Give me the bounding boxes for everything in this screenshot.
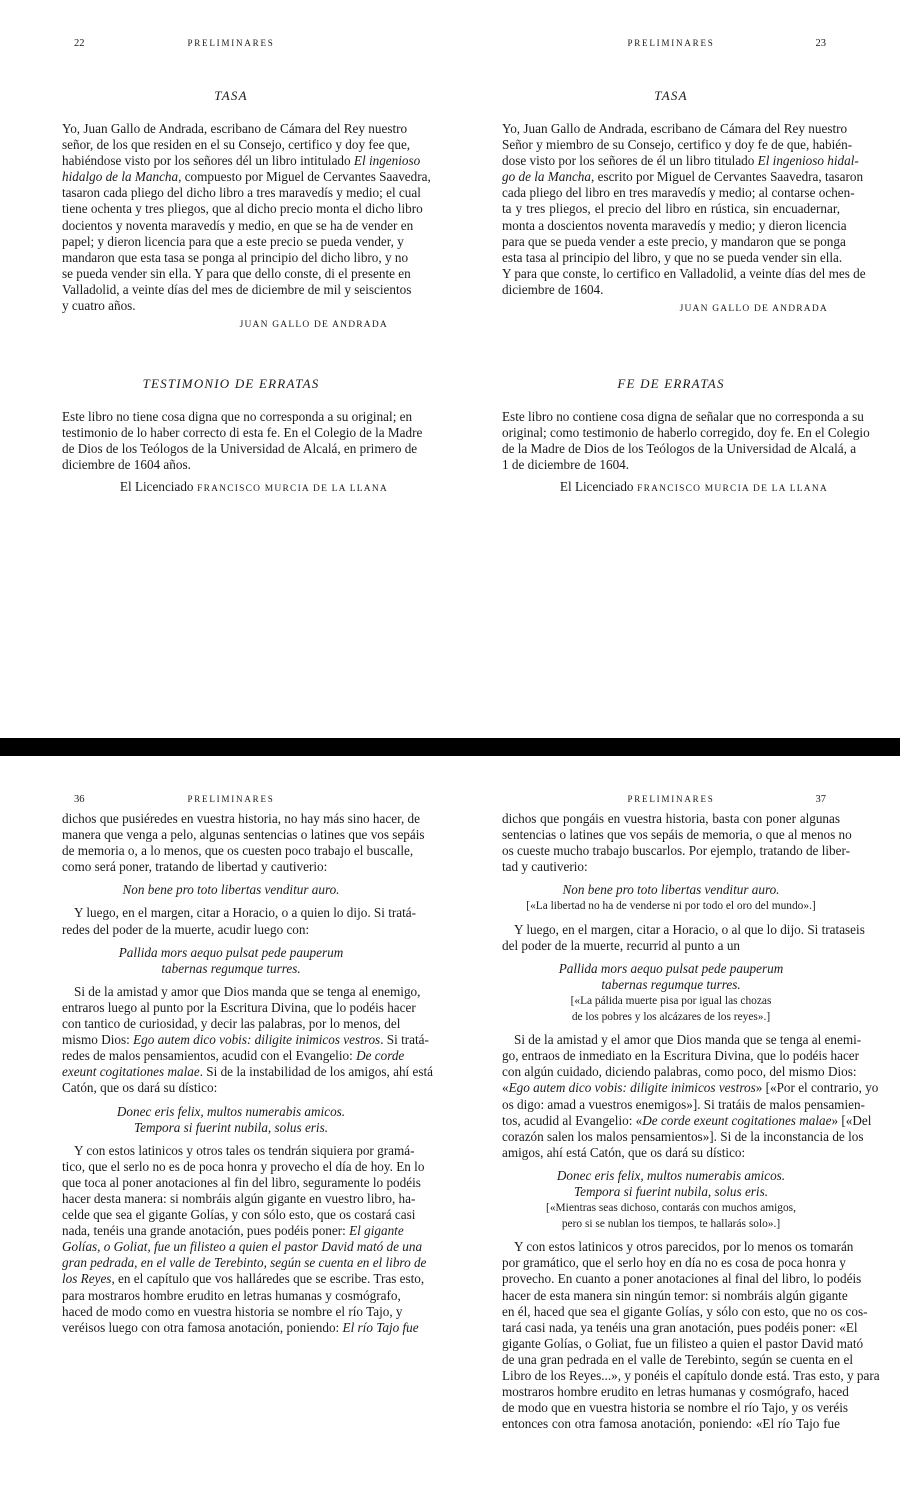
- running-head-title: PRELIMINARES: [627, 38, 715, 48]
- text-line: tad y cautiverio:: [502, 859, 588, 875]
- running-head-title: PRELIMINARES: [187, 794, 275, 804]
- text-line: diciembre de 1604.: [502, 281, 604, 297]
- text-line: esta tasa al principio del libro, y que no se pueda vender sin ella.: [502, 249, 843, 265]
- text-line: «Ego autem dico vobis: diligite inimicos vestros» [«Por el contrario, yo: [502, 1080, 879, 1096]
- text-line: cada pliego del libro en tres maravedís y medio; al contarse ochen-: [502, 185, 855, 201]
- italic-text: El gigante: [349, 1223, 404, 1239]
- verse-line: Pallida mors aequo pulsat pede pauperum: [558, 960, 784, 976]
- text-line: Yo, Juan Gallo de Andrada, escribano de Cámara del Rey nuestro: [502, 121, 848, 136]
- paragraph: [502, 1032, 879, 1161]
- text-line: mandaron que esta tasa se ponga al principio del dicho libro, y no: [62, 249, 409, 265]
- latin-quotation: [502, 961, 840, 1025]
- text-line: de la Madre de Dios de los Teólogos de la Universidad de Alcalá, a: [502, 441, 857, 457]
- text-line: mismo Dios: Ego autem dico vobis: diligite inimicos vestros. Si tratá-: [62, 1032, 429, 1048]
- text-line: como será poner, tratando de libertad y cautiverio:: [62, 859, 328, 875]
- section-tasa: [62, 88, 431, 333]
- text-line: go, entraos de inmediato en la Escritura Divina, que lo podéis hacer: [502, 1048, 860, 1064]
- italic-text: go de la Mancha: [502, 169, 591, 185]
- italic-text: El ingenioso hidal-: [757, 153, 859, 169]
- text-line: de modo que en vuestra historia se nombre el río Tajo, y os veréis: [502, 1400, 849, 1416]
- text-line: Y con estos latinicos y otros parecidos, por lo menos os tomarán: [514, 1239, 854, 1255]
- italic-text: El río Tajo fue: [342, 1319, 419, 1335]
- text-line: Este libro no tiene cosa digna que no corresponda a su original; en: [62, 409, 413, 424]
- italic-text: El ingenioso: [353, 153, 421, 169]
- text-line: tará casi nada, ya tenéis una gran anotación, pues podéis poner: «El: [502, 1319, 858, 1335]
- text-line: [62, 1255, 427, 1271]
- running-head: [62, 794, 400, 806]
- verse-line: Donec eris felix, multos numerabis amicos.: [116, 1103, 346, 1119]
- paragraph: [502, 811, 852, 875]
- text-line: testimonio de lo haber correcto di esta fe. En el Colegio de la Madre: [62, 425, 423, 441]
- text-line: que toca al poner anotaciones al fin del libro, seguramente lo podéis: [62, 1174, 421, 1190]
- page-36: [62, 756, 434, 1494]
- paragraph: [62, 905, 417, 937]
- text-line: gigante Golías, o Goliat, fue un filisteo a quien el pastor David mató: [502, 1335, 864, 1351]
- text-line: Valladolid, a veinte días del mes de diciembre de mil y seiscientos: [62, 281, 412, 297]
- text-line: hacer de esta manera sin ningún temor: si nombráis algún gigante: [502, 1287, 848, 1303]
- translation-line: [«La pálida muerte pisa por igual las chozas: [570, 994, 772, 1007]
- text-line: dichos que pusiéredes en vuestra historia, no hay más sino hacer, de: [62, 811, 420, 826]
- translation-line: [«Mientras seas dichoso, contarás con muchos amigos,: [546, 1202, 796, 1215]
- verse-line: Donec eris felix, multos numerabis amicos.: [556, 1167, 786, 1183]
- text-line: veréisos luego con otra famosa anotación, poniendo: El río Tajo fue: [62, 1319, 419, 1335]
- italic-text: De corde: [356, 1048, 405, 1064]
- latin-quotation: [62, 1104, 400, 1136]
- paragraph: [62, 811, 425, 875]
- text-line: con algún cuidado, diciendo palabras, como poco, del mismo Dios:: [502, 1064, 857, 1080]
- text-line: Y luego, en el margen, citar a Horacio, o a quien lo dijo. Si tratá-: [74, 905, 417, 921]
- page-number: 23: [815, 38, 826, 49]
- paragraph: [62, 409, 423, 473]
- text-line: nada, tenéis una grande anotación, pues podéis poner: El gigante: [62, 1223, 404, 1239]
- section-testimonio-de-erratas: [62, 376, 423, 495]
- text-line: Y luego, en el margen, citar a Horacio, o al que lo dijo. Si trataseis: [514, 921, 865, 937]
- text-line: por gramático, que el serlo hoy en día no es cosa de poca honra y: [502, 1255, 846, 1271]
- text-line: Este libro no contiene cosa digna de señalar que no corresponda a su: [502, 409, 864, 424]
- latin-quotation: [502, 882, 840, 914]
- text-line: Si de la amistad y el amor que Dios manda que se tenga al enemi-: [514, 1032, 862, 1048]
- text-line: [62, 1239, 423, 1255]
- paragraph: [502, 409, 870, 473]
- signature-prefix: El Licenciado: [559, 479, 634, 495]
- signature-name: FRANCISCO MURCIA DE LA LLANA: [637, 484, 828, 495]
- text-line: 1 de diciembre de 1604.: [502, 457, 630, 473]
- text-line: hacer desta manera: si nombráis algún gigante en vuestro libro, ha-: [62, 1190, 416, 1206]
- running-head: [62, 38, 400, 50]
- page-body: [502, 811, 880, 1432]
- text-line: Si de la amistad y amor que Dios manda que se tenga al enemigo,: [74, 983, 421, 999]
- text-line: Yo, Juan Gallo de Andrada, escribano de Cámara del Rey nuestro: [62, 121, 408, 136]
- spread-pages-22-23: [0, 0, 900, 738]
- text-line: entonces con otra famosa anotación, poniendo: «El río Tajo fue: [502, 1416, 840, 1432]
- paragraph: [502, 921, 865, 954]
- text-line: amigos, ahí está Catón, que os dará su dístico:: [502, 1144, 746, 1160]
- text-line: en él, haced que sea el gigante Golías, y sólo con esto, que no os cos-: [502, 1303, 868, 1319]
- text-line: redes de malos pensamientos, acudid con el Evangelio: De corde: [62, 1048, 405, 1064]
- signature-prefix: El Licenciado: [119, 479, 194, 495]
- verse-line: Pallida mors aequo pulsat pede pauperum: [118, 944, 344, 960]
- text-line: los Reyes, en el capítulo que vos halláredes que se escribe. Tras esto,: [62, 1271, 425, 1287]
- text-line: del poder de la muerte, recurrid al punto a un: [502, 937, 741, 953]
- running-head: [502, 794, 840, 806]
- latin-quotation: [502, 1168, 840, 1232]
- verse-line: Non bene pro toto libertas venditur auro.: [122, 882, 340, 898]
- text-line: exeunt cogitationes malae. Si de la instabilidad de los amigos, ahí está: [62, 1064, 434, 1080]
- text-line: original; como testimonio de haberlo corregido, doy fe. En el Colegio: [502, 425, 870, 441]
- text-line: os digo: amad a vuestros enemigos»]. Si tratáis de malos pensamien-: [502, 1096, 865, 1112]
- translation-line: pero si se nublan los tiempos, te hallarás solo».]: [561, 1218, 781, 1231]
- text-line: tiene ochenta y tres pliegos, que al dicho precio monta el dicho libro: [62, 201, 423, 217]
- text-line: sentencias o latines que vos sepáis de memoria, o que al menos no: [502, 827, 852, 843]
- text-line: monta a doscientos noventa maravedís y medio; y dieron licencia: [502, 217, 847, 233]
- signature-name: JUAN GALLO DE ANDRADA: [679, 304, 828, 315]
- text-line: redes del poder de la muerte, acudir luego con:: [62, 921, 310, 937]
- spread-pages-36-37: [0, 756, 900, 1494]
- text-line: y cuatro años.: [62, 298, 136, 314]
- paragraph: [62, 983, 434, 1097]
- translation-line: [«La libertad no ha de venderse ni por todo el oro del mundo».]: [526, 900, 816, 913]
- text-line: os cueste mucho trabajo buscarlos. Por ejemplo, tratando de liber-: [502, 843, 851, 859]
- text-line: con tantico de curiosidad, y decir las palabras, por lo menos, del: [62, 1016, 401, 1032]
- text-line: para que se pueda vender a este precio, y mandaron que se ponga: [502, 233, 846, 249]
- italic-text: gran pedrada, en el valle de Terebinto, según se cuenta en el libro de: [62, 1255, 427, 1271]
- paragraph: [62, 121, 431, 314]
- section-title: TESTIMONIO DE ERRATAS: [142, 376, 320, 391]
- signature: [502, 479, 840, 495]
- verse-line: Non bene pro toto libertas venditur auro.: [562, 882, 780, 898]
- paragraph: [502, 121, 866, 298]
- page-number: 37: [815, 794, 826, 805]
- section-tasa: [502, 88, 866, 317]
- text-line: papel; y dieron licencia para que a este precio se pueda vender, y: [62, 233, 404, 249]
- page-23: [502, 0, 870, 738]
- text-line: señor, de los que residen en el su Consejo, certifico y doy fee que,: [62, 137, 411, 153]
- italic-text: los Reyes: [62, 1271, 112, 1287]
- paragraph: [502, 1239, 880, 1432]
- signature-name: JUAN GALLO DE ANDRADA: [239, 320, 388, 331]
- running-head: [502, 38, 840, 50]
- italic-text: hidalgo de la Mancha: [62, 169, 179, 185]
- italic-text: Golías, o Goliat, fue un filisteo a quien el pastor David mató de una: [62, 1239, 423, 1255]
- page-body: [62, 811, 434, 1336]
- verse-line: tabernas regumque turres.: [601, 976, 741, 992]
- latin-quotation: [62, 882, 400, 898]
- italic-text: De corde exeunt cogitationes malae: [642, 1112, 832, 1128]
- text-line: dichos que pongáis en vuestra historia, basta con poner algunas: [502, 811, 840, 826]
- running-head-title: PRELIMINARES: [187, 38, 275, 48]
- verse-line: Tempora si fuerint nubila, solus eris.: [133, 1119, 329, 1135]
- text-line: Y con estos latinicos y otros tales os tendrán siquiera por gramá-: [74, 1142, 415, 1158]
- page-number: 36: [74, 794, 85, 805]
- text-line: dose visto por los señores de él un libro titulado El ingenioso hidal-: [502, 153, 859, 169]
- text-line: corazón salen los malos pensamientos»]. Si de la inconstancia de los: [502, 1128, 864, 1144]
- page-22: [62, 0, 431, 738]
- text-line: se pueda vender sin ella. Y para que dello conste, di el presente en: [62, 265, 411, 281]
- text-line: para mostraros hombre erudito en letras humanas y cosmógrafo,: [62, 1287, 401, 1303]
- paragraph: [62, 1142, 427, 1336]
- latin-quotation: [62, 945, 400, 977]
- signature: [62, 317, 400, 333]
- page-number: 22: [74, 38, 85, 49]
- text-line: de una gran pedrada en el valle de Terebinto, según se cuenta en el: [502, 1351, 854, 1367]
- signature-name: FRANCISCO MURCIA DE LA LLANA: [197, 484, 388, 495]
- text-line: celde que sea el gigante Golías, y con sólo esto, que os costará casi: [62, 1207, 416, 1223]
- spread-divider: [0, 738, 900, 756]
- verse-line: Tempora si fuerint nubila, solus eris.: [573, 1183, 769, 1199]
- text-line: Y para que conste, lo certifico en Valladolid, a veinte días del mes de: [502, 265, 866, 281]
- text-line: manera que venga a pelo, algunas sentencias o latines que vos sepáis: [62, 827, 425, 843]
- text-line: tico, que el serlo no es de poca honra y provecho el día de hoy. En lo: [62, 1158, 425, 1174]
- text-line: mostraros hombre erudito en letras humanas y cosmógrafo, haced: [502, 1384, 849, 1400]
- text-line: tos, acudid al Evangelio: «De corde exeunt cogitationes malae» [«Del: [502, 1112, 872, 1128]
- text-line: go de la Mancha, escrito por Miguel de Cervantes Saavedra, tasaron: [502, 169, 864, 185]
- text-line: tasaron cada pliego del dicho libro a tres maravedís y medio; el cual: [62, 185, 421, 201]
- section-title: TASA: [654, 88, 688, 103]
- italic-text: Ego autem dico vobis: diligite inimicos vestros: [508, 1080, 756, 1096]
- text-line: entraros luego al punto por la Escritura Divina, que lo podéis hacer: [62, 999, 416, 1015]
- section-title: TASA: [214, 88, 248, 103]
- text-line: Libro de los Reyes...», y ponéis el capítulo donde está. Tras esto, y para: [502, 1368, 880, 1383]
- running-head-title: PRELIMINARES: [627, 794, 715, 804]
- verse-line: tabernas regumque turres.: [161, 960, 301, 976]
- text-line: docientos y noventa maravedís y medio, en que se ha de vender en: [62, 217, 414, 233]
- translation-line: de los pobres y los alcázares de los reyes».]: [571, 1011, 771, 1024]
- text-line: habiéndose visto por los señores dél un libro intitulado El ingenioso: [62, 153, 421, 169]
- text-line: de Dios de los Teólogos de la Universidad de Alcalá, en primero de: [62, 441, 418, 457]
- signature: [62, 479, 400, 495]
- section-title: FE DE ERRATAS: [617, 376, 725, 391]
- text-line: de memoria o, a lo menos, que os cuesten poco trabajo el buscalle,: [62, 843, 414, 859]
- text-line: haced de modo como en vuestra historia se nombre el río Tajo, y: [62, 1303, 403, 1319]
- text-line: ta y tres pliegos, el precio del libro en rústica, sin encuadernar,: [502, 201, 840, 217]
- italic-text: exeunt cogitationes malae: [62, 1064, 200, 1080]
- text-line: hidalgo de la Mancha, compuesto por Miguel de Cervantes Saavedra,: [62, 169, 431, 185]
- text-line: Señor y miembro de su Consejo, certifico y doy fe de que, habién-: [502, 137, 853, 153]
- text-line: Catón, que os dará su dístico:: [62, 1080, 218, 1096]
- text-line: provecho. En cuanto a poner anotaciones al final del libro, lo podéis: [502, 1271, 862, 1287]
- text-line: diciembre de 1604 años.: [62, 457, 191, 473]
- italic-text: Ego autem dico vobis: diligite inimicos vestros: [133, 1032, 381, 1048]
- signature: [502, 301, 840, 317]
- section-fe-de-erratas: [502, 376, 870, 495]
- page-37: [502, 756, 880, 1494]
